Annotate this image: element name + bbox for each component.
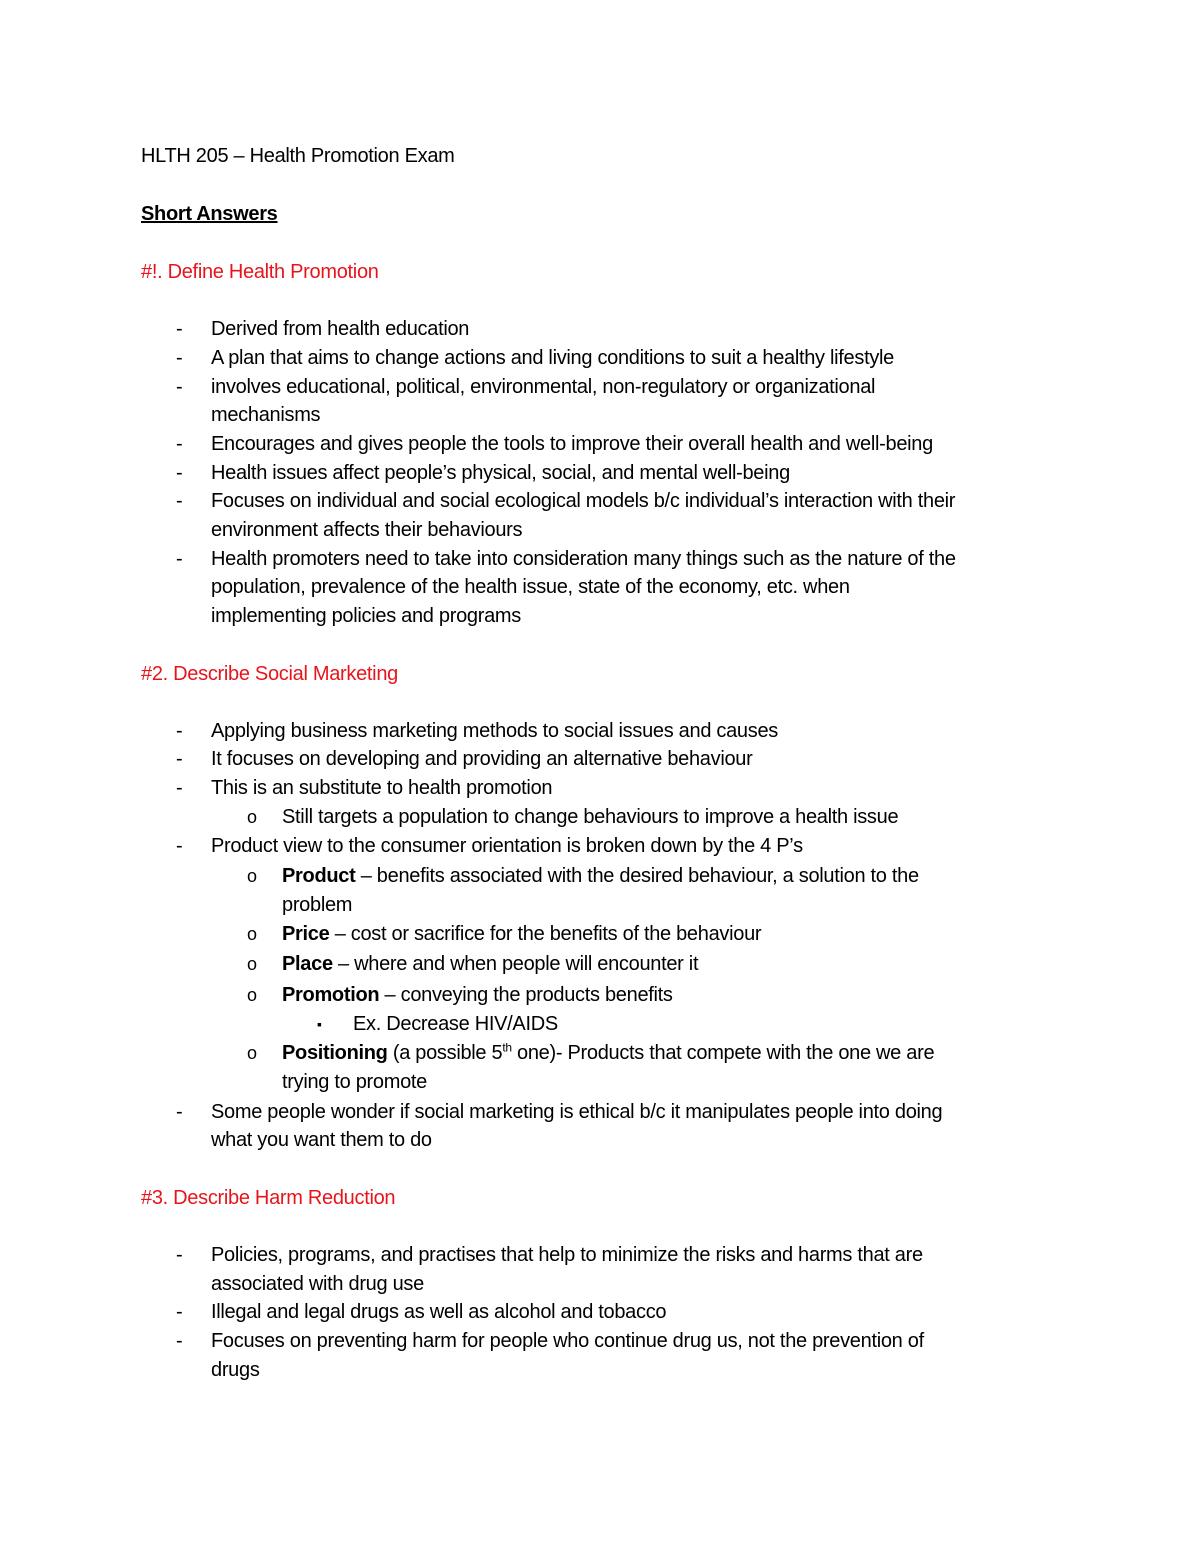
- q3-bullet-3: Focuses on preventing harm for people who continue drug us, not the prevention of: [211, 1330, 924, 1352]
- q3-bullet-2: Illegal and legal drugs as well as alcohol and tobacco: [211, 1301, 667, 1323]
- p-positioning-sup: th: [502, 1040, 512, 1055]
- q2-sub-bullet-1: Still targets a population to change behaviours to improve a health issue: [282, 806, 899, 828]
- q1-bullet-1: Derived from health education: [211, 318, 470, 340]
- q2-bullet-5: Some people wonder if social marketing is ethical b/c it manipulates people into doing: [211, 1101, 943, 1123]
- p-promotion-desc: – conveying the products benefits: [379, 984, 673, 1006]
- p-positioning-desc-b: one)- Products that compete with the one we are: [511, 1042, 935, 1064]
- bullet-marker: -: [176, 1101, 183, 1123]
- p-product-desc: – benefits associated with the desired behaviour, a solution to the: [355, 865, 919, 887]
- p-positioning-desc-a: (a possible 5: [387, 1042, 503, 1064]
- p-product: [282, 862, 919, 891]
- q2-bullet-2: It focuses on developing and providing an alternative behaviour: [211, 748, 753, 770]
- sub-bullet-marker: o: [247, 1043, 258, 1063]
- question-2-heading: #2. Describe Social Marketing: [141, 663, 398, 685]
- q1-bullet-6-cont: environment affects their behaviours: [211, 519, 523, 541]
- p-price-term: Price: [282, 923, 330, 945]
- q2-bullet-5-cont: what you want them to do: [211, 1129, 432, 1151]
- p-place-desc: – where and when people will encounter it: [332, 953, 699, 975]
- bullet-marker: -: [176, 462, 183, 484]
- q1-bullet-7: Health promoters need to take into consideration many things such as the nature of the: [211, 548, 956, 570]
- p-product-term: Product: [282, 865, 356, 887]
- bullet-marker: -: [176, 777, 183, 799]
- bullet-marker: -: [176, 548, 183, 570]
- bullet-marker: -: [176, 433, 183, 455]
- p-promotion: [282, 981, 673, 1010]
- bullet-marker: -: [176, 490, 183, 512]
- bullet-marker: -: [176, 1330, 183, 1352]
- q1-bullet-3-cont: mechanisms: [211, 404, 321, 426]
- p-place-term: Place: [282, 953, 333, 975]
- document-title: HLTH 205 – Health Promotion Exam: [141, 145, 455, 167]
- question-1-heading: #!. Define Health Promotion: [141, 261, 379, 283]
- bullet-marker: -: [176, 835, 183, 857]
- section-heading: Short Answers: [141, 203, 278, 225]
- p-product-cont: problem: [282, 894, 353, 916]
- q2-bullet-1: Applying business marketing methods to social issues and causes: [211, 720, 778, 742]
- p-positioning-cont: trying to promote: [282, 1071, 427, 1093]
- p-promotion-example: Ex. Decrease HIV/AIDS: [353, 1013, 558, 1035]
- q2-bullet-3: This is an substitute to health promotion: [211, 777, 553, 799]
- q1-bullet-7-cont: population, prevalence of the health issue, state of the economy, etc. when: [211, 576, 850, 598]
- sub-bullet-marker: o: [247, 807, 258, 827]
- question-3-heading: #3. Describe Harm Reduction: [141, 1187, 396, 1209]
- bullet-marker: -: [176, 1244, 183, 1266]
- bullet-marker: -: [176, 748, 183, 770]
- sub-bullet-marker: o: [247, 866, 258, 886]
- p-positioning: [282, 1039, 934, 1068]
- bullet-marker: -: [176, 720, 183, 742]
- p-place: [282, 950, 698, 979]
- q1-bullet-5: Health issues affect people’s physical, social, and mental well-being: [211, 462, 790, 484]
- bullet-marker: -: [176, 347, 183, 369]
- q3-bullet-3-cont: drugs: [211, 1359, 260, 1381]
- p-price: [282, 920, 761, 949]
- p-positioning-term: Positioning: [282, 1042, 388, 1064]
- q2-bullet-4: Product view to the consumer orientation is broken down by the 4 P’s: [211, 835, 803, 857]
- bullet-marker: -: [176, 1301, 183, 1323]
- q3-bullet-1-cont: associated with drug use: [211, 1273, 424, 1295]
- q1-bullet-6: Focuses on individual and social ecological models b/c individual’s interaction with their: [211, 490, 956, 512]
- sub-bullet-marker: o: [247, 954, 258, 974]
- sub-sub-bullet-marker: ▪: [317, 1016, 322, 1032]
- q1-bullet-3: involves educational, political, environmental, non-regulatory or organizational: [211, 376, 876, 398]
- p-price-desc: – cost or sacrifice for the benefits of the behaviour: [329, 923, 762, 945]
- bullet-marker: -: [176, 318, 183, 340]
- sub-bullet-marker: o: [247, 985, 258, 1005]
- p-promotion-term: Promotion: [282, 984, 380, 1006]
- q1-bullet-2: A plan that aims to change actions and living conditions to suit a healthy lifestyle: [211, 347, 895, 369]
- q3-bullet-1: Policies, programs, and practises that help to minimize the risks and harms that are: [211, 1244, 923, 1266]
- bullet-marker: -: [176, 376, 183, 398]
- q1-bullet-4: Encourages and gives people the tools to improve their overall health and well-being: [211, 433, 933, 455]
- sub-bullet-marker: o: [247, 924, 258, 944]
- q1-bullet-7-cont2: implementing policies and programs: [211, 605, 521, 627]
